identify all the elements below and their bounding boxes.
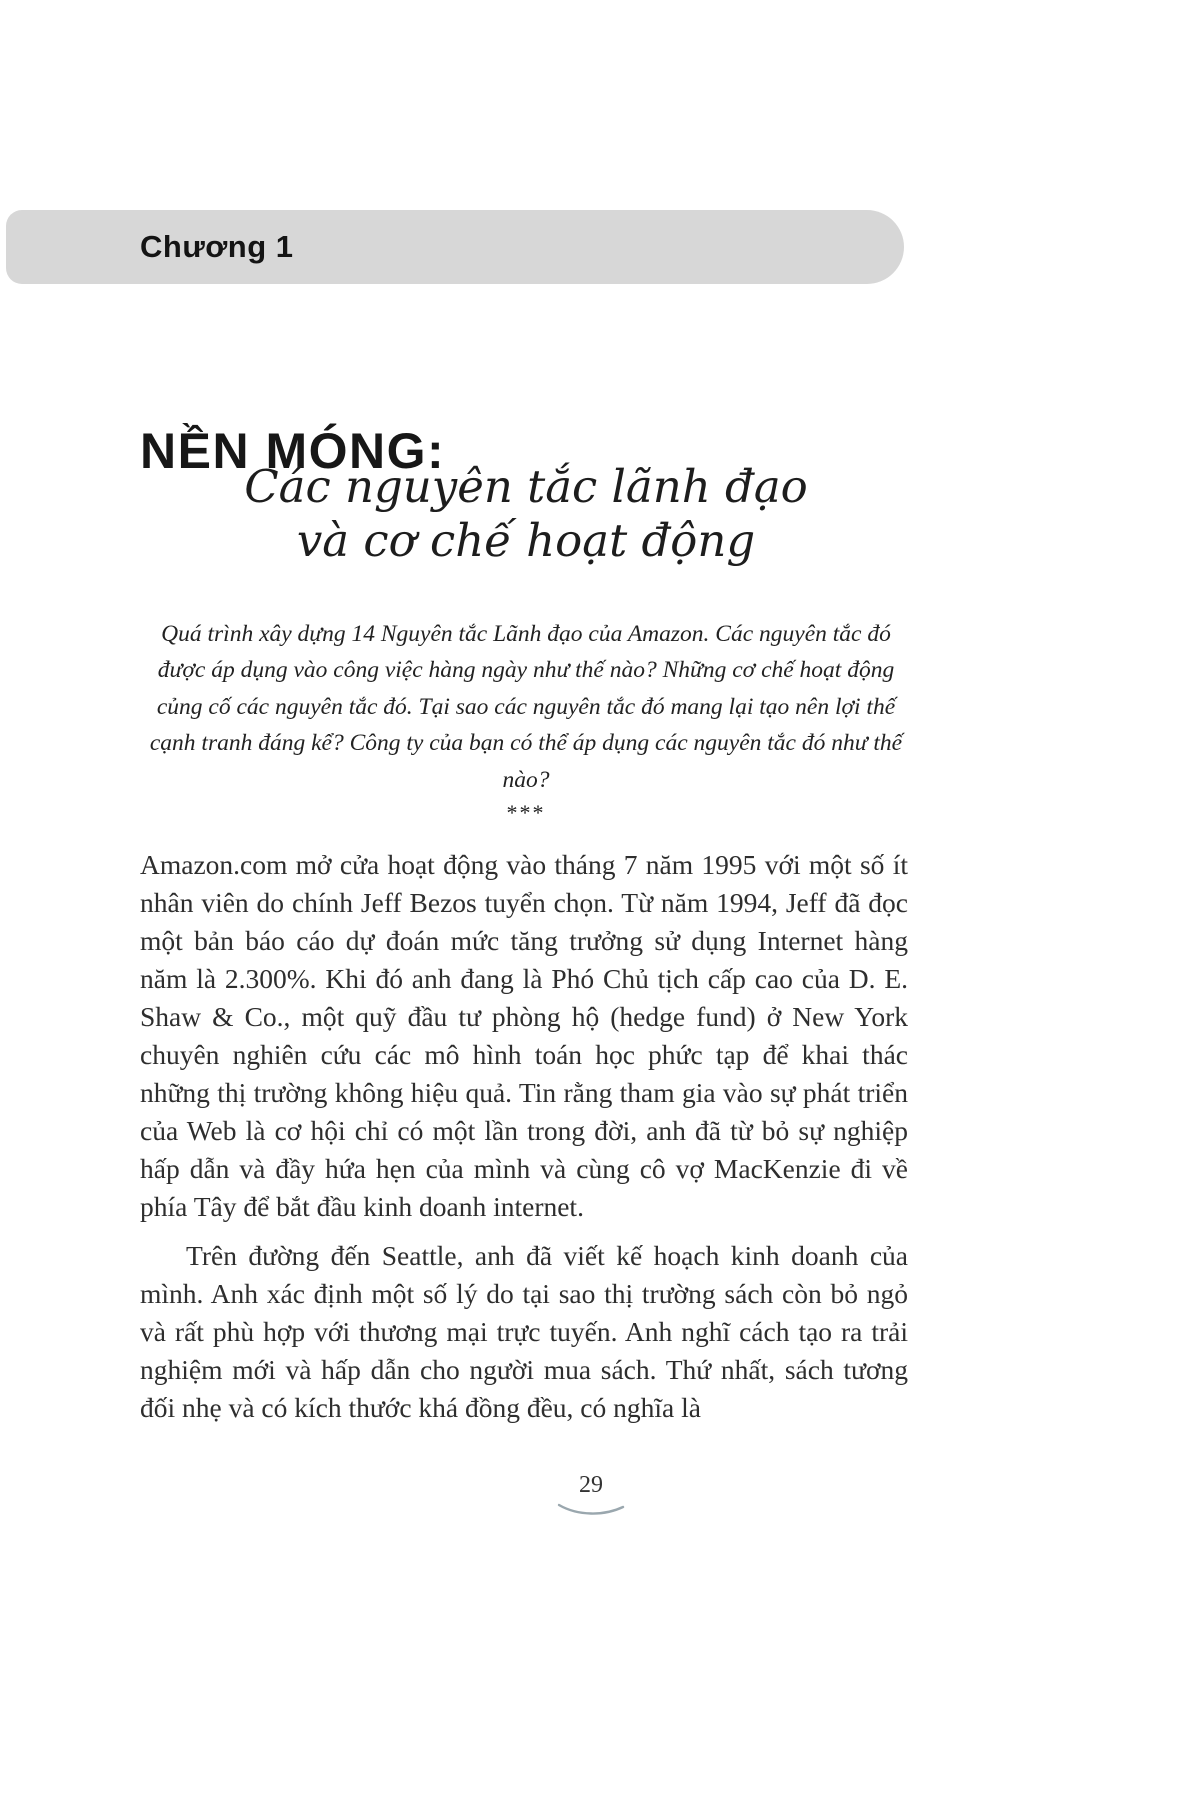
- chapter-subtitle-line2: và cơ chế hoạt động: [296, 514, 756, 567]
- chapter-banner: [6, 210, 904, 284]
- smile-swoosh-icon: [554, 1501, 628, 1519]
- chapter-subtitle: [140, 460, 912, 568]
- body-paragraph: Trên đường đến Seattle, anh đã viết kế hoạch kinh doanh của mình. Anh xác định một số lý do tại sao thị trường sách còn bỏ ngỏ và rất phù hợp với thương mại trực tuyến. Anh nghĩ cách tạo ra trải nghiệm mới và hấp dẫn cho người mua sách. Thứ nhất, sách tương đối nhẹ và có kích thước khá đồng đều, có nghĩa là: [140, 1240, 908, 1423]
- chapter-epigraph: Quá trình xây dựng 14 Nguyên tắc Lãnh đạo của Amazon. Các nguyên tắc đó được áp dụng vào công việc hàng ngày như thế nào? Những cơ chế hoạt động củng cố các nguyên tắc đó. Tại sao các nguyên tắc đó mang lại tạo nên lợi thế cạnh tranh đáng kể? Công ty của bạn có thể áp dụng các nguyên tắc đó như thế nào?: [149, 621, 903, 793]
- page-number: 29: [579, 1472, 603, 1498]
- chapter-subtitle-line1: Các nguyên tắc lãnh đạo: [244, 460, 808, 513]
- chapter-title: NỀN MÓNG:: [140, 422, 446, 479]
- body-text-block: [140, 846, 908, 1427]
- page-footer: [0, 1472, 1182, 1519]
- chapter-label: Chương 1: [140, 229, 294, 264]
- section-separator: ***: [506, 800, 546, 825]
- body-paragraph: Amazon.com mở cửa hoạt động vào tháng 7 năm 1995 với một số ít nhân viên do chính Jeff Bezos tuyển chọn. Từ năm 1994, Jeff đã đọc một bản báo cáo dự đoán mức tăng trưởng sử dụng Internet hàng năm là 2.300%. Khi đó anh đang là Phó Chủ tịch cấp cao của D. E. Shaw & Co., một quỹ đầu tư phòng hộ (hedge fund) ở New York chuyên nghiên cứu các mô hình toán học phức tạp để khai thác những thị trường không hiệu quả. Tin rằng tham gia vào sự phát triển của Web là cơ hội chỉ có một lần trong đời, anh đã từ bỏ sự nghiệp hấp dẫn và đầy hứa hẹn của mình và cùng cô vợ MacKenzie đi về phía Tây để bắt đầu kinh doanh internet.: [140, 849, 908, 1222]
